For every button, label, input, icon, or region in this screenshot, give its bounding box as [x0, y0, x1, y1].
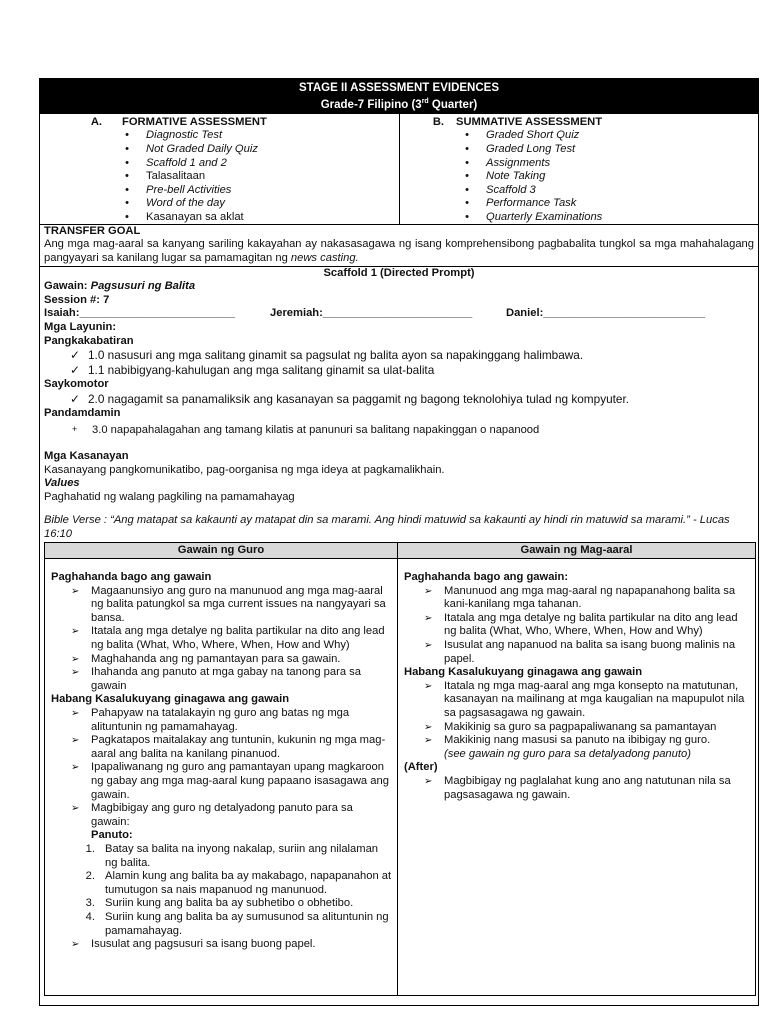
guro-column-header: Gawain ng Guro: [45, 542, 398, 559]
magaaral-during-item: ➢ Makikinig sa guro sa pagpapaliwanang sa pamantayan: [404, 721, 751, 735]
gawain-line: [44, 280, 754, 294]
panuto-step: 1. Batay sa balita na inyong nakalap, suriin ang nilalaman ng balita.: [85, 842, 379, 869]
magaaral-during-item: ➢ Makikinig nang masusi sa panuto na ibibigay ng guro.: [404, 734, 751, 748]
magaaral-prep-list: [404, 585, 751, 667]
formative-list: [40, 129, 399, 224]
magaaral-column-header: Gawain ng Mag-aaral: [398, 542, 756, 559]
panuto-step: 4. Suriin kung ang balita ba ay sumusunod sa alituntunin ng pamamahayag.: [85, 910, 389, 937]
header-subtitle-pre: Grade-7 Filipino (3: [320, 98, 422, 111]
guro-cell: [45, 559, 398, 996]
lesson-document: [39, 78, 759, 1006]
formative-item: • Pre-bell Activities: [40, 184, 399, 198]
magaaral-prep-heading: Paghahanda bago ang gawain:: [404, 571, 569, 584]
magaaral-during-item: ➢ Itatala ng mga mag-aaral ang mga konsepto na matutunan, kasanayan na mailinang at mga kaugalian na mapupulot nila sa pagsasagawa ng gawain.: [404, 680, 751, 721]
guro-during-item: ➢ Magbibigay ang guro ng detalyadong panuto para sa gawain:: [51, 802, 393, 829]
assessment-row: [40, 114, 758, 225]
transfer-goal: [40, 225, 758, 267]
magaaral-cell: [398, 559, 756, 996]
objective-1-1: ✓ 1.1 nabibigyang-kahulugan ang mga salitang ginamit sa ulat-balita: [66, 363, 754, 378]
formative-item: • Word of the day: [40, 197, 399, 211]
guro-prep-item: ➢ Magaanunsiyo ang guro na manunuod ang mga mag-aaral ng balita patungkol sa mga current issues na nangyayari sa bansa.: [51, 585, 393, 626]
formative-item: • Talasalitaan: [40, 170, 399, 184]
objective-3-0: + 3.0 napapahalagahan ang tamang kilatis at panunuri sa balitang napakinggan o napanood: [70, 424, 754, 438]
panuto-step-text: Suriin kung ang balita ba ay subhetibo o obhetibo.: [105, 897, 354, 910]
header-subtitle: [40, 95, 758, 112]
transfer-goal-italic: news casting.: [290, 252, 359, 265]
document-header: [40, 79, 758, 114]
panuto-steps: [51, 843, 393, 938]
values-title: Values: [44, 477, 80, 490]
summative-list: [380, 129, 758, 224]
name-field-isaiah: Isaiah:_________________________: [44, 307, 235, 320]
affective-objectives: [44, 424, 754, 438]
guro-prep-item: ➢ Itatala ang mga detalye ng balita partikular na dito ang lead ng balita (What, Who, Where, When, How and Why): [51, 625, 393, 652]
summative-heading: [400, 116, 758, 130]
gawain-label: Gawain:: [44, 280, 91, 293]
guro-final-item: ➢ Isusulat ang pagsusuri sa isang buong papel.: [51, 938, 393, 952]
values-text: Paghahatid ng walang pagkiling na pamamahayag: [44, 490, 295, 503]
header-subtitle-sup: rd: [421, 98, 429, 105]
summative-letter: B.: [432, 115, 444, 128]
guro-during-item: ➢ Pahapyaw na tatalakayin ng guro ang batas ng mga alituntunin ng pamamahayag.: [51, 707, 393, 734]
saykomotor-title: Saykomotor: [44, 378, 109, 391]
guro-prep-list: [51, 585, 393, 694]
formative-letter: A.: [90, 115, 102, 128]
panuto-step: 3. Suriin kung ang balita ba ay subhetibo o obhetibo.: [85, 897, 354, 910]
session-number: Session #: 7: [44, 293, 110, 306]
magaaral-prep-item: ➢ Manunuod ang mga mag-aaral ng napapanahong balita sa kani-kanilang mga tahanan.: [404, 585, 751, 612]
see-note: (see gawain ng guro para sa detalyadong panuto): [444, 747, 691, 760]
name-field-daniel: Daniel:__________________________: [506, 307, 706, 320]
activities-table: [44, 542, 756, 997]
formative-item: • Diagnostic Test: [40, 129, 399, 143]
guro-during-item: ➢ Ipapaliwanang ng guro ang pamantayan upang magkaroon ng gabay ang mga mag-aaral kung papaano isasagawa ang gawain.: [51, 761, 393, 802]
scaffold-section: [40, 267, 758, 542]
layunin-title: Mga Layunin:: [44, 320, 117, 333]
objective-2-0: ✓ 2.0 nagagamit sa panamaliksik ang kasanayan sa paggamit ng bagong teknolohiya tulad ng kompyuter.: [66, 392, 754, 407]
summative-item: • Performance Task: [380, 197, 758, 211]
formative-column: [40, 114, 399, 224]
panuto-title: Panuto:: [91, 829, 133, 842]
kasanayan-text: Kasanayang pangkomunikatibo, pag-oorganisa ng mga ideya at pagkamalikhain.: [44, 463, 445, 476]
pandamdamin-title: Pandamdamin: [44, 406, 121, 419]
transfer-goal-text: [44, 238, 754, 265]
summative-item: • Note Taking: [380, 170, 758, 184]
objective-1-0: ✓ 1.0 nasusuri ang mga salitang ginamit sa pagsulat ng balita ayon sa napakinggang halimbawa.: [66, 348, 754, 363]
magaaral-during-list: [404, 680, 751, 748]
formative-title: FORMATIVE ASSESSMENT: [122, 115, 267, 128]
header-subtitle-post: Quarter): [428, 98, 478, 111]
guro-during-item: ➢ Pagkatapos maitalakay ang tuntunin, kukunin ng mga mag-aaral ang balita na kanilang pinanuod.: [51, 734, 393, 761]
psychomotor-objectives: [44, 392, 754, 407]
bible-verse: Bible Verse : “Ang matapat sa kakaunti ay matapat din sa marami. Ang hindi matuwid sa kakaunti ay hindi rin matuwid sa marami.” - Lucas 16:10: [44, 514, 730, 540]
student-names: [44, 307, 754, 321]
summative-item: • Graded Long Test: [380, 143, 758, 157]
after-heading: (After): [404, 761, 438, 774]
cognitive-objectives: [44, 348, 754, 378]
panuto-step: 2. Alamin kung ang balita ba ay makabago, napapanahon at tumutugon sa nais mapanuod ng manunuod.: [85, 870, 392, 896]
formative-item: • Scaffold 1 and 2: [40, 157, 399, 171]
summative-item: • Graded Short Quiz: [380, 129, 758, 143]
header-title: STAGE II ASSESSMENT EVIDENCES: [298, 82, 499, 94]
formative-item: • Not Graded Daily Quiz: [40, 143, 399, 157]
magaaral-prep-item: ➢ Isusulat ang napanuod na balita sa isang buong malinis na papel.: [404, 639, 751, 666]
magaaral-after-item: ➢ Magbibigay ng paglalahat kung ano ang natutunan nila sa pagsasagawa ng gawain.: [404, 775, 751, 802]
magaaral-prep-item: ➢ Itatala ang mga detalye ng balita partikular na dito ang lead ng balita (What, Who, Where, When, How and Why): [404, 612, 751, 639]
formative-item: • Kasanayan sa aklat: [40, 211, 399, 225]
guro-during-list: [51, 707, 393, 829]
magaaral-after-list: [404, 775, 751, 802]
summative-title: SUMMATIVE ASSESSMENT: [456, 115, 603, 128]
panuto-step-text: Batay sa balita na inyong nakalap, suriin ang nilalaman ng balita.: [105, 842, 379, 869]
transfer-goal-title: TRANSFER GOAL: [44, 224, 141, 237]
pangkakabatiran-title: Pangkakabatiran: [44, 334, 134, 347]
transfer-goal-body: Ang mga mag-aaral sa kanyang sariling kakayahan ay nakasasagawa ng isang komprehensibong pagbabalita tungkol sa mga mahahalagang pangyayari sa kanilang lugar sa pamamagitan ng: [44, 238, 754, 265]
formative-heading: [40, 116, 399, 130]
guro-final-list: [51, 938, 393, 952]
summative-item: • Assignments: [380, 157, 758, 171]
guro-prep-item: ➢ Ihahanda ang panuto at mga gabay na tanong para sa gawain: [51, 666, 393, 693]
summative-column: [399, 114, 758, 224]
panuto-step-text: Alamin kung ang balita ba ay makabago, napapanahon at tumutugon sa nais mapanuod ng manunuod.: [105, 870, 392, 896]
gawain-value: Pagsusuri ng Balita: [90, 280, 196, 293]
scaffold-title: Scaffold 1 (Directed Prompt): [323, 266, 475, 279]
guro-during-heading: Habang Kasalukuyang ginagawa ang gawain: [51, 693, 290, 706]
summative-item: • Scaffold 3: [380, 184, 758, 198]
summative-item: • Quarterly Examinations: [380, 211, 758, 225]
name-field-jeremiah: Jeremiah:________________________: [270, 307, 473, 320]
magaaral-during-heading: Habang Kasalukuyang ginagawa ang gawain: [404, 666, 643, 679]
panuto-step-text: Suriin kung ang balita ba ay sumusunod sa alituntunin ng pamamahayag.: [105, 910, 389, 937]
kasanayan-title: Mga Kasanayan: [44, 449, 129, 462]
guro-prep-heading: Paghahanda bago ang gawain: [51, 571, 212, 584]
guro-prep-item: ➢ Maghahanda ang ng pamantayan para sa gawain.: [51, 653, 393, 667]
